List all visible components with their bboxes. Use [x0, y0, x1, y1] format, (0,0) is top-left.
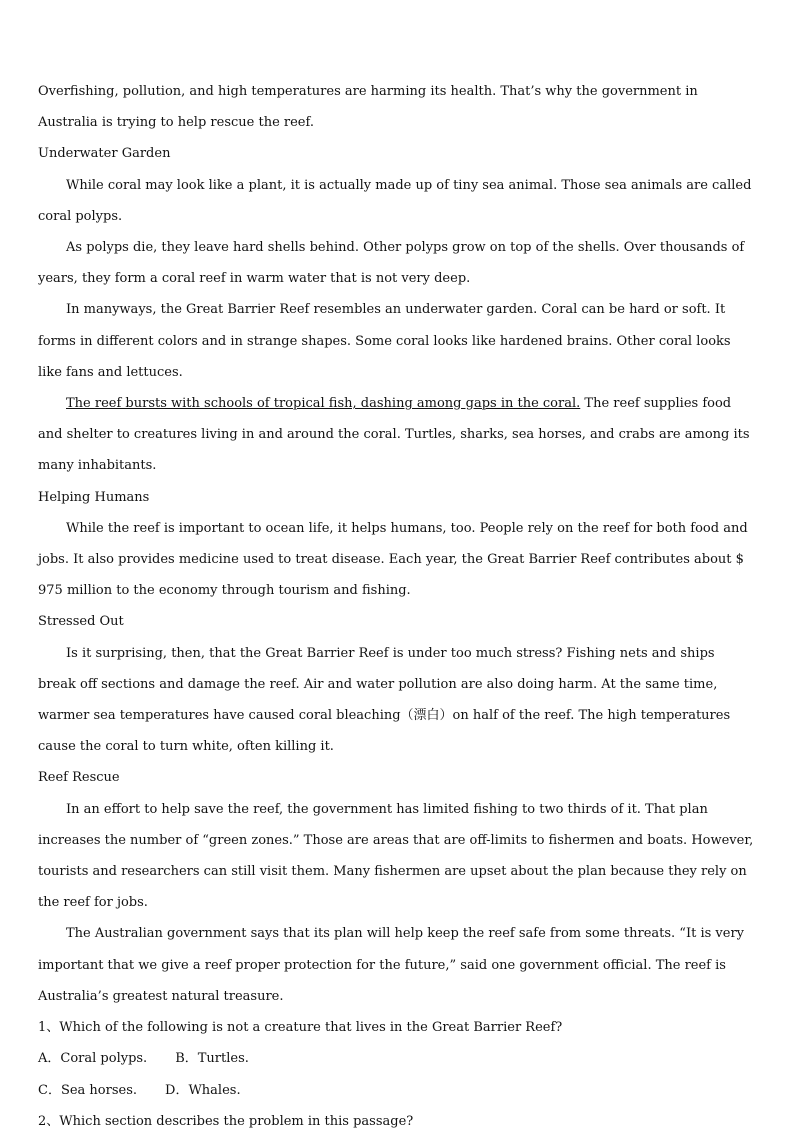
paragraph-reef-inhabitants-rest: The reef supplies food and shelter to creatures living in and around the coral. Turtles, sharks, sea horses, and crabs are among its many inhabitants.: [38, 396, 750, 474]
section-heading-stressed-out: Stressed Out: [38, 614, 124, 630]
passage: [38, 76, 754, 1137]
question-1-options-row-1: [38, 1043, 754, 1074]
paragraph-stressed-out: Is it surprising, then, that the Great Barrier Reef is under too much stress? Fishing nets and ships break off sections and damage the reef. Air and water pollution are also doing harm. At the same time, warmer sea temperatures have caused coral bleaching（漂白）on half of the reef. The high temperatures cause the coral to turn white, often killing it.: [38, 645, 731, 755]
paragraph-reef-inhabitants: [38, 388, 754, 482]
paragraph-underwater-garden: In manyways, the Great Barrier Reef resembles an underwater garden. Coral can be hard or soft. It forms in different colors and in strange shapes. Some coral looks like hardened brains. Other coral looks like fans and lettuces.: [38, 302, 731, 380]
section-heading-helping-humans: Helping Humans: [38, 489, 150, 505]
question-2: 2、Which section describes the problem in this passage?: [38, 1113, 414, 1129]
section-heading-underwater-garden: Underwater Garden: [38, 146, 171, 162]
paragraph-coral-polyps: While coral may look like a plant, it is actually made up of tiny sea animal. Those sea animals are called coral polyps.: [38, 177, 752, 224]
paragraph-polyps-die: As polyps die, they leave hard shells behind. Other polyps grow on top of the shells. Over thousands of years, they form a coral reef in warm water that is not very deep.: [38, 240, 745, 287]
paragraph-helping-humans: While the reef is important to ocean life, it helps humans, too. People rely on the reef for both food and jobs. It also provides medicine used to treat disease. Each year, the Great Barrier Reef contributes about $ 975 million to the economy through tourism and fishing.: [38, 520, 748, 599]
question-1: 1、Which of the following is not a creature that lives in the Great Barrier Reef?: [38, 1020, 563, 1036]
section-heading-reef-rescue: Reef Rescue: [38, 770, 120, 786]
underlined-sentence: The reef bursts with schools of tropical fish, dashing among gaps in the coral.: [66, 396, 581, 412]
option-d: D．Whales.: [165, 1082, 241, 1098]
option-b: B．Turtles.: [175, 1051, 249, 1067]
option-a: A．Coral polyps.: [38, 1051, 148, 1067]
intro-paragraph: Overfishing, pollution, and high temperatures are harming its health. That’s why the government in Australia is trying to help rescue the reef.: [38, 84, 698, 131]
paragraph-reef-rescue: In an effort to help save the reef, the government has limited fishing to two thirds of it. That plan increases the number of “green zones.” Those are areas that are off-limits to fishermen and boats. However, tourists and researchers can still visit them. Many fishermen are upset about the plan because they rely on the reef for jobs.: [38, 801, 754, 911]
paragraph-government-plan: The Australian government says that its plan will help keep the reef safe from some threats. “It is very important that we give a reef proper protection for the future,” said one government official. The reef is Australia’s greatest natural treasure.: [38, 926, 745, 1004]
question-1-options-row-2: [38, 1075, 754, 1106]
option-c: C．Sea horses.: [38, 1082, 138, 1098]
